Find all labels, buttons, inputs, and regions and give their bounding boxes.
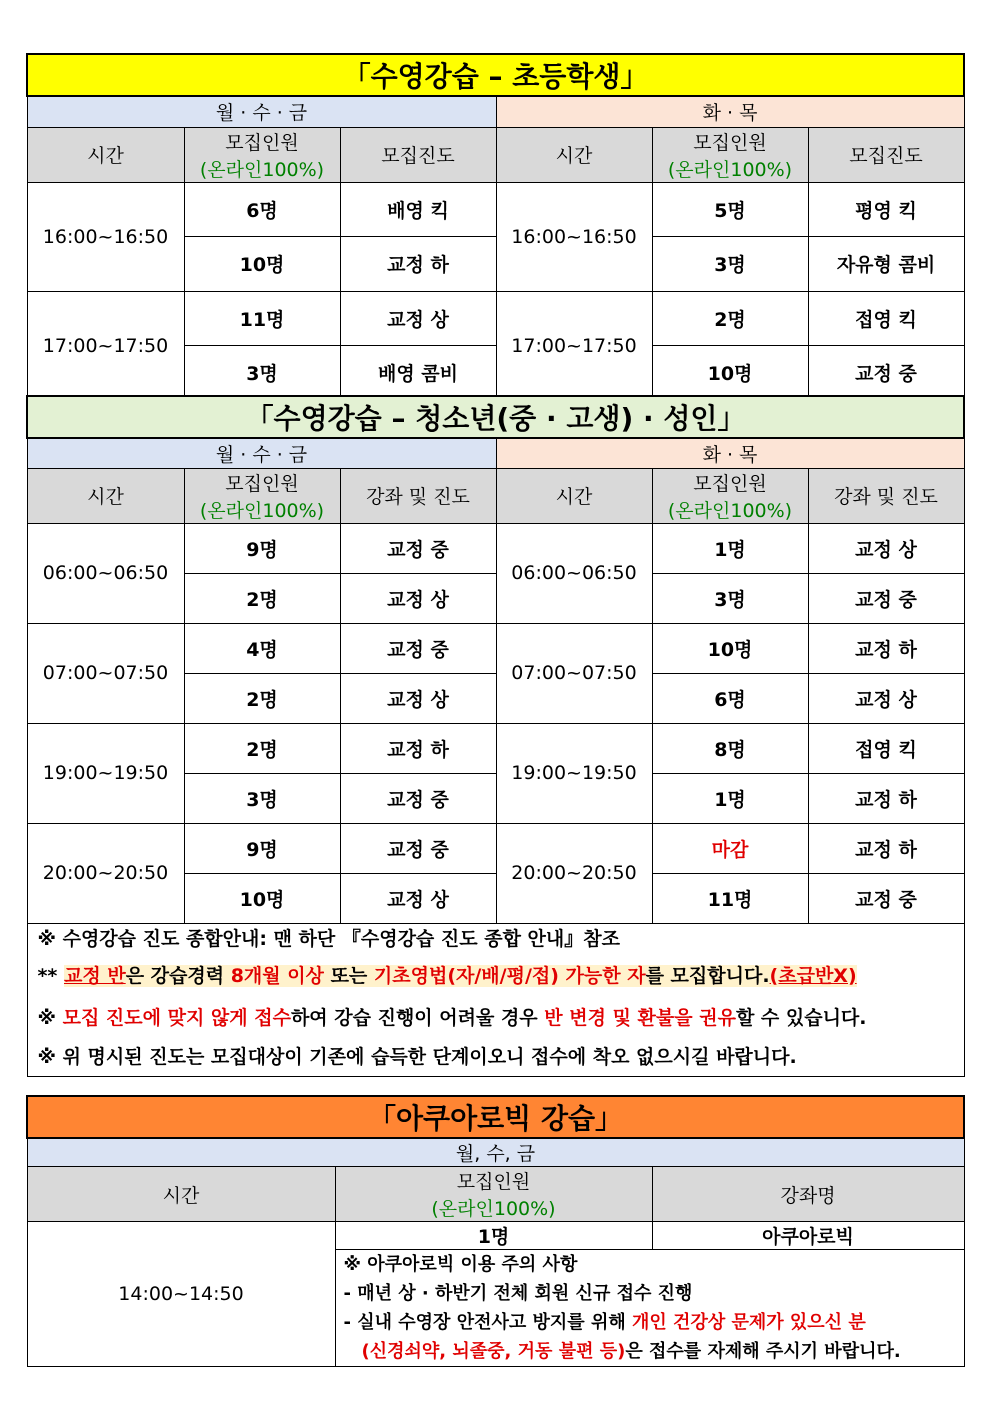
progress: 교정 하 [340,723,496,773]
capacity: 2명 [652,291,808,345]
col-progress: 모집진도 [808,127,964,182]
progress: 교정 상 [340,573,496,623]
time-slot: 06:00~06:50 [496,523,652,623]
progress: 접영 킥 [808,291,964,345]
col-recruit: 모집인원 (온라인100%) [652,127,808,182]
col-recruit: 모집인원 (온라인100%) [335,1167,652,1222]
progress: 평영 킥 [808,182,964,236]
progress: 교정 하 [808,823,964,873]
col-time: 시간 [496,127,652,182]
time-slot: 17:00~17:50 [27,291,184,400]
capacity: 3명 [652,236,808,291]
capacity: 1명 [652,523,808,573]
capacity: 2명 [184,673,340,723]
capacity: 3명 [184,345,340,400]
col-time: 시간 [27,1167,335,1222]
capacity: 3명 [652,573,808,623]
progress: 교정 중 [340,623,496,673]
section-title-aquarobics: 「아쿠아로빅 강습」 [27,1096,964,1138]
elementary-table [26,53,965,401]
progress: 교정 중 [808,873,964,923]
col-progress: 강좌 및 진도 [340,468,496,523]
progress: 교정 중 [340,823,496,873]
aquarobics-table [26,1095,965,1367]
progress: 교정 하 [808,773,964,823]
capacity: 5명 [652,182,808,236]
progress: 배영 킥 [340,182,496,236]
progress: 교정 중 [808,573,964,623]
progress: 교정 중 [808,345,964,400]
capacity: 11명 [652,873,808,923]
capacity: 10명 [652,623,808,673]
progress: 교정 상 [340,291,496,345]
class-name: 아쿠아로빅 [652,1222,964,1250]
capacity: 10명 [652,345,808,400]
time-slot: 20:00~20:50 [27,823,184,923]
capacity: 1명 [652,773,808,823]
youth-adult-table [26,395,965,1077]
progress: 교정 하 [808,623,964,673]
capacity: 10명 [184,873,340,923]
capacity: 1명 [335,1222,652,1250]
progress: 교정 중 [340,773,496,823]
aquarobics-notes: ※ 아쿠아로빅 이용 주의 사항 - 매년 상 · 하반기 전체 회원 신규 접수 진행 - 실내 수영장 안전사고 방지를 위해 개인 건강상 문제가 있으신 분 (신경쇠약, 뇌졸중, 거동 불편 등)은 접수를 자제해 주시기 바랍니다. [335,1250,964,1367]
progress: 교정 하 [340,236,496,291]
capacity: 11명 [184,291,340,345]
capacity-closed: 마감 [652,823,808,873]
col-recruit: 모집인원 (온라인100%) [652,468,808,523]
capacity: 2명 [184,723,340,773]
progress: 자유형 콤비 [808,236,964,291]
col-progress: 모집진도 [340,127,496,182]
time-slot: 06:00~06:50 [27,523,184,623]
progress: 접영 킥 [808,723,964,773]
progress: 교정 상 [808,673,964,723]
capacity: 2명 [184,573,340,623]
note-refund: ※ 모집 진도에 맞지 않게 접수하여 강습 진행이 어려울 경우 반 변경 및 환불을 권유할 수 있습니다. [27,996,964,1036]
capacity: 9명 [184,523,340,573]
time-slot: 19:00~19:50 [27,723,184,823]
col-time: 시간 [496,468,652,523]
time-slot: 19:00~19:50 [496,723,652,823]
note-progress-guide: ※ 수영강습 진도 종합안내: 맨 하단 『수영강습 진도 종합 안내』참조 [27,923,964,952]
capacity: 3명 [184,773,340,823]
col-time: 시간 [27,468,184,523]
progress: 교정 상 [340,673,496,723]
time-slot: 07:00~07:50 [27,623,184,723]
progress: 교정 상 [808,523,964,573]
time-slot: 17:00~17:50 [496,291,652,400]
time-slot: 16:00~16:50 [27,182,184,291]
days-mon-wed-fri: 월, 수, 금 [27,1138,964,1167]
col-time: 시간 [27,127,184,182]
col-recruit: 모집인원 (온라인100%) [184,468,340,523]
days-mon-wed-fri: 월 · 수 · 금 [27,96,496,127]
capacity: 6명 [652,673,808,723]
time-slot: 07:00~07:50 [496,623,652,723]
time-slot: 14:00~14:50 [27,1222,335,1367]
progress: 교정 중 [340,523,496,573]
capacity: 4명 [184,623,340,673]
days-mon-wed-fri: 월 · 수 · 금 [27,438,496,468]
time-slot: 20:00~20:50 [496,823,652,923]
col-progress: 강좌 및 진도 [808,468,964,523]
section-title-elementary: 「수영강습 – 초등학생」 [27,54,964,96]
capacity: 9명 [184,823,340,873]
section-title-youth-adult: 「수영강습 – 청소년(중 · 고생) · 성인」 [27,396,964,438]
days-tue-thu: 화 · 목 [496,96,964,127]
col-recruit: 모집인원 (온라인100%) [184,127,340,182]
time-slot: 16:00~16:50 [496,182,652,291]
note-level: ※ 위 명시된 진도는 모집대상이 기존에 습득한 단계이오니 접수에 착오 없으시길 바랍니다. [27,1036,964,1076]
capacity: 8명 [652,723,808,773]
note-correction-class: ** 교정 반은 강습경력 8개월 이상 또는 기초영법(자/배/평/접) 가능한 자를 모집합니다.(초급반X) [27,952,964,996]
progress: 배영 콤비 [340,345,496,400]
progress: 교정 상 [340,873,496,923]
days-tue-thu: 화 · 목 [496,438,964,468]
capacity: 10명 [184,236,340,291]
capacity: 6명 [184,182,340,236]
col-class-name: 강좌명 [652,1167,964,1222]
